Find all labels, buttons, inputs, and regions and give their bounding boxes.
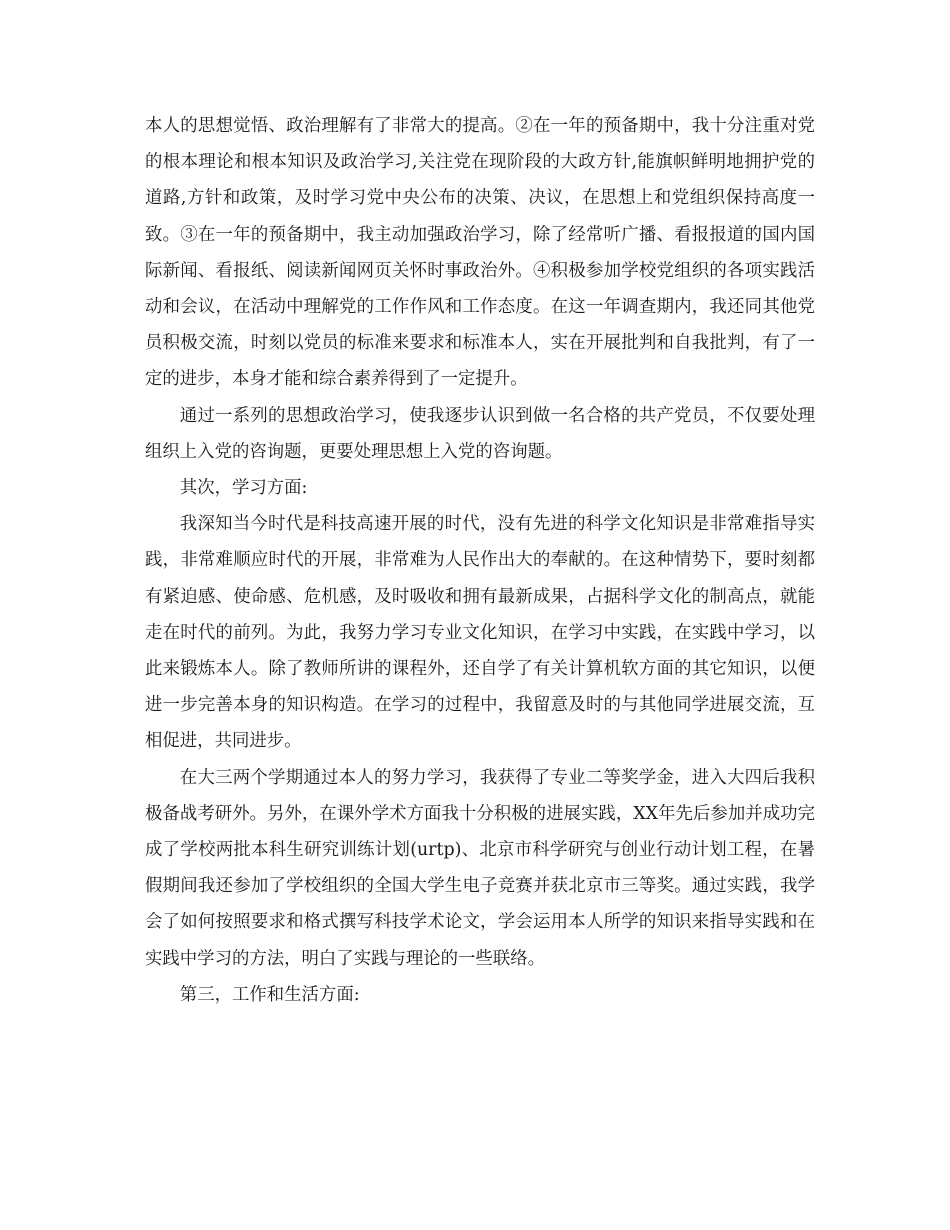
paragraph: 在大三两个学期通过本人的努力学习，我获得了专业二等奖学金，进入大四后我积极备战考研外。另外，在课外学术方面我十分积极的进展实践，XX年先后参加并成功完成了学校两批本科生研究训练计划(urtp)、北京市科学研究与创业行动计划工程，在暑假期间我还参加了学校组织的全国大学生电子竞赛并获北京市三等奖。通过实践，我学会了如何按照要求和格式撰写科技学术论文，学会运用本人所学的知识来指导实践和在实践中学习的方法，明白了实践与理论的一些联络。	[145, 767, 815, 969]
document-body	[145, 108, 815, 1013]
section-heading-study: 其次，学习方面:	[179, 478, 308, 499]
section-heading-work-life: 第三，工作和生活方面:	[179, 984, 360, 1005]
paragraph: 我深知当今时代是科技高速开展的时代，没有先进的科学文化知识是非常难指导实践，非常难顺应时代的开展，非常难为人民作出大的奉献的。在这种情势下，要时刻都有紧迫感、使命感、危机感，及时吸收和拥有最新成果，占据科学文化的制高点，就能走在时代的前列。为此，我努力学习专业文化知识，在学习中实践，在实践中学习，以此来锻炼本人。除了教师所讲的课程外，还自学了有关计算机软方面的其它知识，以便进一步完善本身的知识构造。在学习的过程中，我留意及时的与其他同学进展交流，互相促进，共同进步。	[145, 514, 815, 752]
paragraph: 通过一系列的思想政治学习，使我逐步认识到做一名合格的共产党员，不仅要处理组织上入党的咨询题，更要处理思想上入党的咨询题。	[145, 405, 815, 462]
paragraph-continued: 本人的思想觉悟、政治理解有了非常大的提高。②在一年的预备期中，我十分注重对党的根本理论和根本知识及政治学习,关注党在现阶段的大政方针,能旗帜鲜明地拥护党的道路,方针和政策，及时学习党中央公布的决策、决议，在思想上和党组织保持高度一致。③在一年的预备期中，我主动加强政治学习，除了经常听广播、看报报道的国内国际新闻、看报纸、阅读新闻网页关怀时事政治外。④积极参加学校党组织的各项实践活动和会议，在活动中理解党的工作作风和工作态度。在这一年调查期内，我还同其他党员积极交流，时刻以党员的标准来要求和标准本人，实在开展批判和自我批判，有了一定的进步，本身才能和综合素养得到了一定提升。	[145, 116, 815, 390]
